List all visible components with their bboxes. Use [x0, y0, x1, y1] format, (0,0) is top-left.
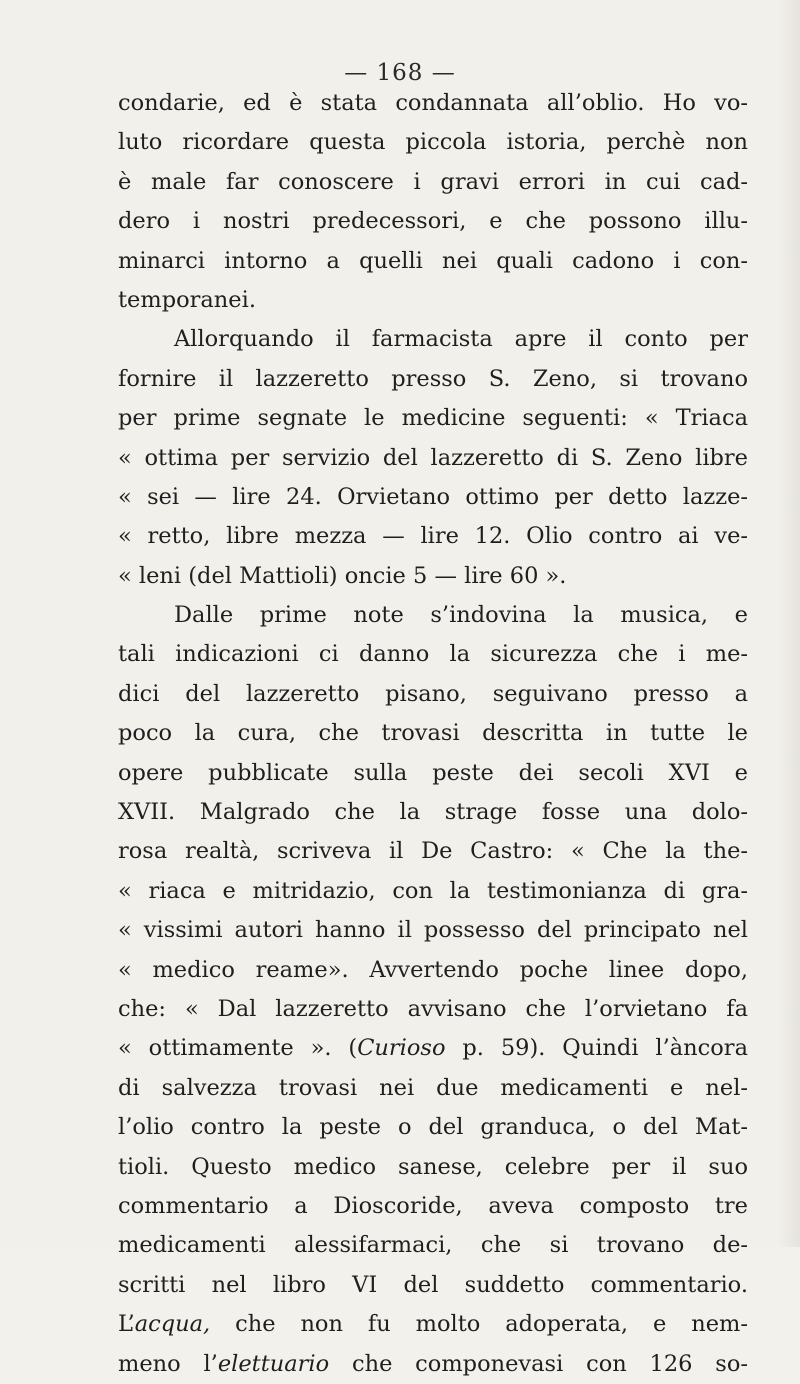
- text-line: è male far conoscere i gravi errori in cui cad-: [118, 168, 748, 195]
- italic-word: elettuario: [217, 1350, 330, 1377]
- text-segment: L’: [118, 1311, 135, 1338]
- text-line: tali indicazioni ci danno la sicurezza che i me-: [118, 641, 748, 668]
- text-line: luto ricordare questa piccola istoria, perchè non: [118, 129, 748, 156]
- text-line: per prime segnate le medicine seguenti: « Triaca: [118, 405, 748, 432]
- text-line: [118, 1029, 748, 1068]
- text-line: « leni (del Mattioli) oncie 5 — lire 60 ».: [118, 562, 567, 589]
- text-line: l’olio contro la peste o del granduca, o del Mat-: [118, 1114, 748, 1141]
- text-line: condarie, ed è stata condannata all’oblio. Ho vo-: [118, 90, 748, 116]
- text-line: XVII. Malgrado che la strage fosse una dolo-: [118, 799, 748, 826]
- body-text: [118, 84, 748, 1384]
- page-edge-shadow: [778, 0, 800, 1247]
- text-segment: che non fu molto adoperata, e nem-: [210, 1311, 748, 1338]
- text-segment: p. 59). Quindi l’àncora: [445, 1035, 748, 1062]
- text-line: opere pubblicate sulla peste dei secoli XVI e: [118, 759, 748, 786]
- text-line: « sei — lire 24. Orvietano ottimo per detto lazze-: [118, 483, 748, 510]
- text-line: [118, 1345, 748, 1384]
- text-segment: che componevasi con 126 so-: [329, 1350, 748, 1377]
- text-line: rosa realtà, scriveva il De Castro: « Che la the-: [118, 838, 748, 865]
- text-line: dici del lazzeretto pisano, seguivano presso a: [118, 680, 748, 707]
- text-line: temporanei.: [118, 286, 256, 313]
- text-line: tioli. Questo medico sanese, celebre per il suo: [118, 1153, 748, 1180]
- text-line: Allorquando il farmacista apre il conto per: [174, 326, 748, 353]
- text-line: « retto, libre mezza — lire 12. Olio contro ai ve-: [118, 523, 748, 550]
- text-line: Dalle prime note s’indovina la musica, e: [174, 602, 748, 629]
- text-line: dero i nostri predecessori, e che possono illu-: [118, 208, 748, 235]
- page-number: — 168 —: [344, 60, 456, 86]
- text-segment: « ottimamente ». (: [118, 1035, 358, 1062]
- text-line: che: « Dal lazzeretto avvisano che l’orvietano fa: [118, 995, 748, 1022]
- text-line: scritti nel libro VI del suddetto commentario.: [118, 1271, 748, 1298]
- text-segment: meno l’: [118, 1350, 218, 1377]
- text-line: commentario a Dioscoride, aveva composto tre: [118, 1192, 748, 1219]
- text-line: « ottima per servizio del lazzeretto di S. Zeno libre: [118, 444, 748, 471]
- text-line: poco la cura, che trovasi descritta in tutte le: [118, 720, 748, 747]
- text-line: medicamenti alessifarmaci, che si trovano de-: [118, 1232, 748, 1259]
- italic-word: acqua,: [134, 1311, 211, 1338]
- text-line: fornire il lazzeretto presso S. Zeno, si trovano: [118, 365, 748, 392]
- text-line: di salvezza trovasi nei due medicamenti e nel-: [118, 1074, 748, 1101]
- text-line: minarci intorno a quelli nei quali cadono i con-: [118, 247, 748, 274]
- text-line: « riaca e mitridazio, con la testimonianza di gra-: [118, 877, 748, 904]
- text-line: « vissimi autori hanno il possesso del principato nel: [118, 917, 748, 944]
- text-line: « medico reame». Avvertendo poche linee dopo,: [118, 956, 748, 983]
- italic-title: Curioso: [357, 1035, 446, 1062]
- text-line: [118, 1305, 748, 1344]
